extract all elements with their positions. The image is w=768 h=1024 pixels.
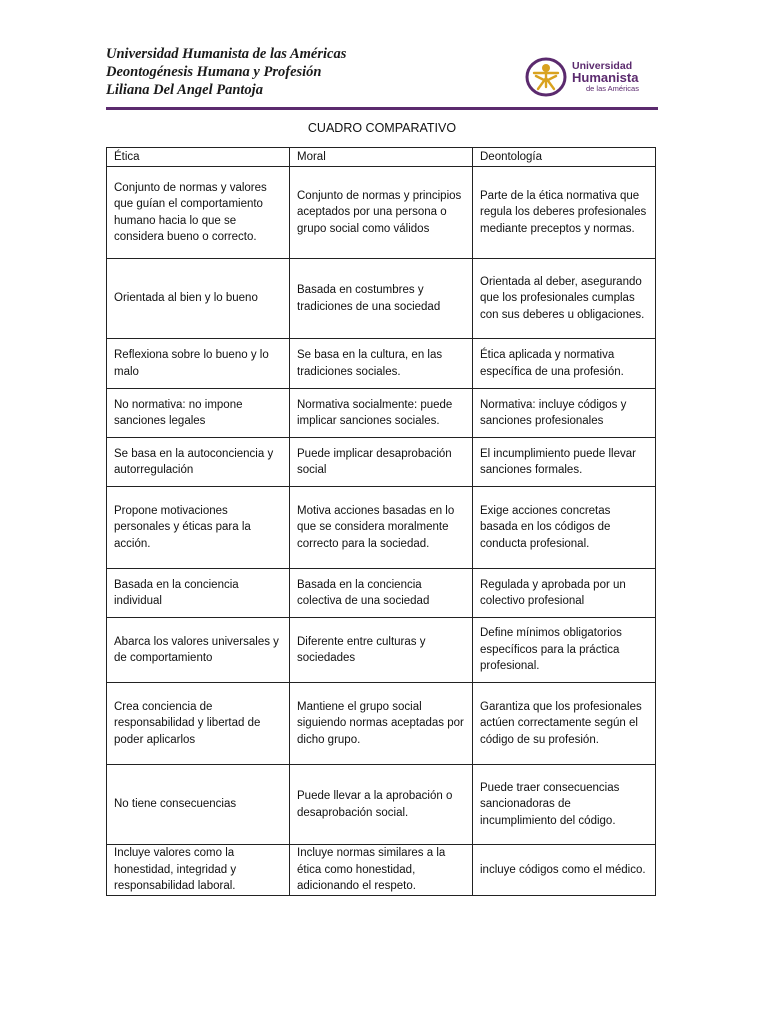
table-cell: Parte de la ética normativa que regula los deberes profesionales mediante preceptos y normas. [473, 167, 656, 259]
table-cell: El incumplimiento puede llevar sanciones formales. [473, 438, 656, 487]
column-header-moral: Moral [290, 148, 473, 167]
table-cell: Orientada al bien y lo bueno [107, 259, 290, 339]
table-cell: Incluye normas similares a la ética como honestidad, adicionando el respeto. [290, 845, 473, 896]
table-cell: Basada en costumbres y tradiciones de una sociedad [290, 259, 473, 339]
table-cell: Normativa socialmente: puede implicar sanciones sociales. [290, 389, 473, 438]
logo-text-humanista: Humanista [572, 70, 639, 85]
table-cell: Garantiza que los profesionales actúen correctamente según el código de su profesión. [473, 683, 656, 765]
table-cell: Basada en la conciencia colectiva de una sociedad [290, 569, 473, 618]
table-cell: Normativa: incluye códigos y sanciones profesionales [473, 389, 656, 438]
author-name: Liliana Del Angel Pantoja [106, 82, 263, 98]
table-row [107, 683, 656, 765]
table-cell: Se basa en la autoconciencia y autorregulación [107, 438, 290, 487]
table-row [107, 569, 656, 618]
course-name: Deontogénesis Humana y Profesión [106, 64, 322, 80]
table-cell: Puede traer consecuencias sancionadoras de incumplimiento del código. [473, 765, 656, 845]
document-title: CUADRO COMPARATIVO [307, 121, 457, 135]
table-cell: Puede implicar desaprobación social [290, 438, 473, 487]
table-cell: incluye códigos como el médico. [473, 845, 656, 896]
table-row [107, 618, 656, 683]
table-cell: Diferente entre culturas y sociedades [290, 618, 473, 683]
table-cell: Define mínimos obligatorios específicos para la práctica profesional. [473, 618, 656, 683]
table-row [107, 845, 656, 896]
university-logo [524, 56, 648, 98]
table-row [107, 259, 656, 339]
table-cell: Reflexiona sobre lo bueno y lo malo [107, 339, 290, 389]
table-cell: Crea conciencia de responsabilidad y libertad de poder aplicarlos [107, 683, 290, 765]
logo-text-americas: de las Américas [586, 84, 639, 93]
table-cell: Basada en la conciencia individual [107, 569, 290, 618]
university-name: Universidad Humanista de las Américas [106, 46, 347, 62]
table-cell: Mantiene el grupo social siguiendo normas aceptadas por dicho grupo. [290, 683, 473, 765]
table-cell: Abarca los valores universales y de comportamiento [107, 618, 290, 683]
table-row [107, 765, 656, 845]
table-row [107, 389, 656, 438]
document-header [106, 45, 346, 99]
table-cell: No tiene consecuencias [107, 765, 290, 845]
table-cell: Propone motivaciones personales y éticas para la acción. [107, 487, 290, 569]
table-row [107, 438, 656, 487]
table-cell: Conjunto de normas y valores que guían el comportamiento humano hacia lo que se considera bueno o correcto. [107, 167, 290, 259]
table-cell: Orientada al deber, asegurando que los profesionales cumplas con sus deberes u obligaciones. [473, 259, 656, 339]
table-row [107, 339, 656, 389]
table-cell: Exige acciones concretas basada en los códigos de conducta profesional. [473, 487, 656, 569]
table-cell: Conjunto de normas y principios aceptados por una persona o grupo social como válidos [290, 167, 473, 259]
column-header-etica: Ética [107, 148, 290, 167]
column-header-deontologia: Deontología [473, 148, 656, 167]
table-cell: Ética aplicada y normativa específica de una profesión. [473, 339, 656, 389]
table-cell: Regulada y aprobada por un colectivo profesional [473, 569, 656, 618]
table-cell: No normativa: no impone sanciones legales [107, 389, 290, 438]
table-header-row [107, 148, 656, 167]
header-divider [106, 107, 658, 110]
table-cell: Motiva acciones basadas en lo que se considera moralmente correcto para la sociedad. [290, 487, 473, 569]
table-cell: Incluye valores como la honestidad, integridad y responsabilidad laboral. [107, 845, 290, 896]
table-cell: Puede llevar a la aprobación o desaprobación social. [290, 765, 473, 845]
comparison-table [106, 147, 656, 896]
logo-text-universidad: Universidad [572, 60, 633, 72]
table-row [107, 167, 656, 259]
table-row [107, 487, 656, 569]
table-cell: Se basa en la cultura, en las tradiciones sociales. [290, 339, 473, 389]
